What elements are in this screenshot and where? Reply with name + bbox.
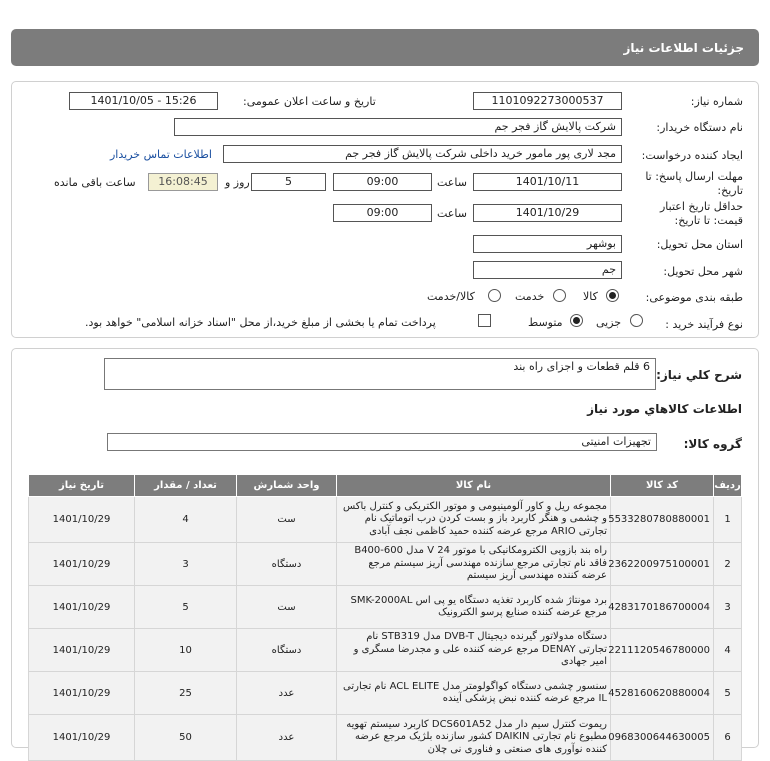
- cell-date: 1401/10/29: [29, 497, 135, 543]
- deadline-label-line1: مهلت ارسال پاسخ: تا: [645, 170, 743, 183]
- cell-unit: عدد: [237, 672, 337, 715]
- page-title: جزئیات اطلاعات نیاز: [623, 41, 744, 55]
- category-option-goods-service: کالا/خدمت: [427, 290, 475, 303]
- need-summary-field: 6 قلم قطعات و اجزای راه بند: [104, 358, 656, 390]
- buyer-contact-link[interactable]: اطلاعات تماس خریدار: [110, 148, 212, 161]
- cell-unit: ست: [237, 497, 337, 543]
- price-validity-label-line1: حداقل تاریخ اعتبار: [659, 200, 743, 213]
- cell-qty: 3: [135, 543, 237, 586]
- treasury-note: پرداخت تمام یا بخشی از مبلغ خرید،از محل "اسناد خزانه اسلامی" خواهد بود.: [85, 316, 436, 329]
- goods-group-label: گروه کالا:: [683, 437, 742, 451]
- col-header-name: نام کالا: [337, 475, 611, 497]
- cell-name: راه بند بازویی الکترومکانیکی با موتور 24 V مدل B400-600 فاقد نام تجارتی مرجع سازنده مهندسی آریز سیستم مرجع عرضه کننده مهندسی آریز سیستم: [337, 543, 611, 586]
- category-radio-goods[interactable]: [606, 289, 619, 302]
- cell-code: 2362200975100001: [611, 543, 714, 586]
- cell-name: مجموعه ریل و کاور آلومینیومی و موتور الکتریکی و کنترل باکس و چشمی و هنگر کاربرد باز و بست کردن درب اتوماتیک نام تجارتی ARIO مرجع عرضه کننده حمید کاظمی نجف آبادی: [337, 497, 611, 543]
- need-number-label: شماره نیاز:: [690, 95, 743, 108]
- col-header-date: تاریخ نیاز: [29, 475, 135, 497]
- col-header-code: کد کالا: [611, 475, 714, 497]
- delivery-city-label: شهر محل تحویل:: [663, 265, 743, 278]
- cell-name: ریموت کنترل سیم دار مدل DCS601A52 کاربرد سیستم تهویه مطبوع نام تجارتی DAIKIN کشور سازنده بلژیک مرجع عرضه کننده نوآوری های صنعتی و فناوری نی چلان: [337, 715, 611, 761]
- treasury-checkbox[interactable]: [478, 314, 491, 327]
- cell-name: دستگاه مدولاتور گیرنده دیجیتال DVB-T مدل STB319 نام تجارتی DENAY مرجع عرضه کننده علی و مجدرضا مسگری و امیر جهادی: [337, 629, 611, 672]
- price-validity-time-label: ساعت: [437, 207, 467, 220]
- cell-code: 2211120546780000: [611, 629, 714, 672]
- requester-field: مجد لاری پور مامور خرید داخلی شرکت پالایش گاز فجر جم: [223, 145, 622, 163]
- cell-unit: دستگاه: [237, 629, 337, 672]
- price-validity-date-field: 1401/10/29: [473, 204, 622, 222]
- cell-date: 1401/10/29: [29, 543, 135, 586]
- process-radio-minor[interactable]: [630, 314, 643, 327]
- deadline-time-label: ساعت: [437, 176, 467, 189]
- announce-date-field: 1401/10/05 - 15:26: [69, 92, 218, 110]
- cell-date: 1401/10/29: [29, 715, 135, 761]
- col-header-row: ردیف: [714, 475, 742, 497]
- deadline-days-field: 5: [251, 173, 326, 191]
- cell-row: 3: [714, 586, 742, 629]
- goods-table: [28, 474, 742, 761]
- goods-group-field: تجهیزات امنیتی: [107, 433, 657, 451]
- table-row: [29, 715, 742, 761]
- deadline-label-line2: تاریخ:: [717, 184, 743, 197]
- cell-date: 1401/10/29: [29, 672, 135, 715]
- goods-section-title: اطلاعات کالاهاي مورد نياز: [587, 402, 742, 416]
- category-option-goods: کالا: [583, 290, 598, 303]
- delivery-province-field: بوشهر: [473, 235, 622, 253]
- price-validity-time-field: 09:00: [333, 204, 432, 222]
- category-label: طبقه بندی موضوعی:: [645, 291, 743, 304]
- cell-row: 6: [714, 715, 742, 761]
- goods-table-header: [29, 475, 742, 497]
- cell-qty: 25: [135, 672, 237, 715]
- price-validity-label-line2: قیمت: تا تاریخ:: [674, 214, 743, 227]
- deadline-date-field: 1401/10/11: [473, 173, 622, 191]
- cell-row: 2: [714, 543, 742, 586]
- table-row: [29, 543, 742, 586]
- table-row: [29, 672, 742, 715]
- buyer-org-field: شرکت پالایش گاز فجر جم: [174, 118, 622, 136]
- requester-label: ایجاد کننده درخواست:: [641, 149, 743, 162]
- cell-code: 0968300644630005: [611, 715, 714, 761]
- table-row: [29, 629, 742, 672]
- cell-code: 4528160620880004: [611, 672, 714, 715]
- delivery-city-field: جم: [473, 261, 622, 279]
- process-type-label: نوع فرآیند خرید :: [665, 318, 743, 331]
- category-radio-goods-service[interactable]: [488, 289, 501, 302]
- cell-name: برد مونتاژ شده کاربرد تغذیه دستگاه یو پی اس SMK-2000AL مرجع عرضه کننده صنایع پرسو الکترونیک: [337, 586, 611, 629]
- deadline-days-label: روز و: [225, 176, 250, 189]
- col-header-qty: تعداد / مقدار: [135, 475, 237, 497]
- category-radio-service[interactable]: [553, 289, 566, 302]
- cell-row: 4: [714, 629, 742, 672]
- cell-qty: 10: [135, 629, 237, 672]
- table-row: [29, 586, 742, 629]
- cell-code: 5533280780880001: [611, 497, 714, 543]
- cell-qty: 50: [135, 715, 237, 761]
- table-row: [29, 497, 742, 543]
- cell-unit: عدد: [237, 715, 337, 761]
- cell-name: سنسور چشمی دستگاه کواگولومتر مدل ACL ELITE نام تجارتی IL مرجع عرضه کننده نبض پزشکی آینده: [337, 672, 611, 715]
- cell-qty: 5: [135, 586, 237, 629]
- need-summary-label: شرح کلي نياز:: [656, 368, 742, 382]
- category-option-service: خدمت: [515, 290, 545, 303]
- process-option-medium: متوسط: [528, 316, 563, 329]
- cell-unit: دستگاه: [237, 543, 337, 586]
- cell-row: 5: [714, 672, 742, 715]
- cell-unit: ست: [237, 586, 337, 629]
- cell-row: 1: [714, 497, 742, 543]
- page-header: [11, 29, 759, 66]
- need-number-field: 1101092273000537: [473, 92, 622, 110]
- buyer-org-label: نام دستگاه خریدار:: [656, 121, 743, 134]
- cell-qty: 4: [135, 497, 237, 543]
- delivery-province-label: استان محل تحویل:: [656, 238, 743, 251]
- remaining-time-field: 16:08:45: [148, 173, 218, 191]
- process-radio-medium[interactable]: [570, 314, 583, 327]
- cell-date: 1401/10/29: [29, 629, 135, 672]
- deadline-time-field: 09:00: [333, 173, 432, 191]
- cell-code: 4283170186700004: [611, 586, 714, 629]
- process-option-minor: جزیی: [596, 316, 622, 329]
- cell-date: 1401/10/29: [29, 586, 135, 629]
- announce-date-label: تاریخ و ساعت اعلان عمومی:: [243, 95, 376, 108]
- remaining-time-label: ساعت باقی مانده: [54, 176, 136, 189]
- col-header-unit: واحد شمارش: [237, 475, 337, 497]
